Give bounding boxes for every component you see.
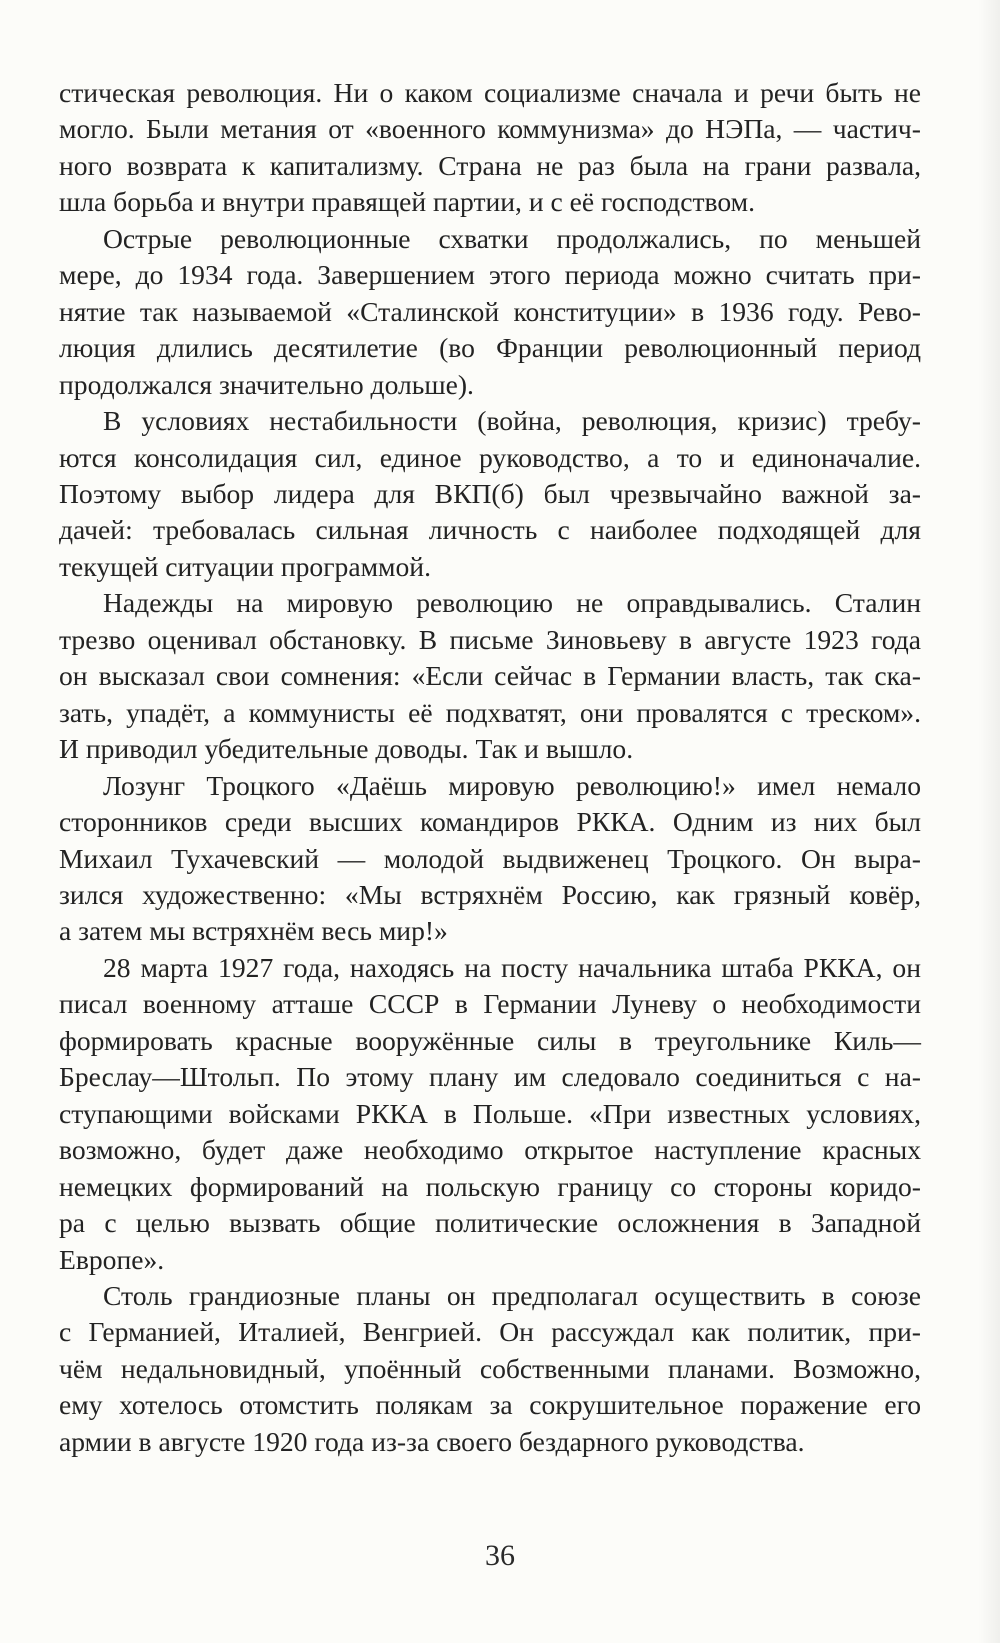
text-line: ются консолидация сил, единое руководство, а то и единоначалие. <box>59 441 921 473</box>
paragraph <box>59 221 921 403</box>
text-line: Бреслау—Штольп. По этому плану им следовало соединиться с на- <box>59 1061 921 1093</box>
text-line: люция длились десятилетие (во Франции революционный период <box>59 332 921 364</box>
text-line: ему хотелось отомстить полякам за сокрушительное поражение его <box>59 1389 921 1421</box>
text-line: Поэтому выбор лидера для ВКП(б) был чрезвычайно важной за- <box>59 477 921 509</box>
text-line: трезво оценивал обстановку. В письме Зиновьеву в августе 1923 года <box>59 623 921 655</box>
text-line: Европе». <box>59 1243 165 1275</box>
text-line: могло. Были метания от «военного коммунизма» до НЭПа, — частич- <box>59 113 921 145</box>
page-edge-shadow <box>978 0 1000 1643</box>
body-text <box>59 75 921 1460</box>
text-line: нятие так называемой «Сталинской конституции» в 1936 году. Рево- <box>59 295 921 327</box>
paragraph <box>59 75 921 221</box>
text-line: Михаил Тухачевский — молодой выдвиженец Троцкого. Он выра- <box>59 842 921 874</box>
text-line: продолжался значительно дольше). <box>59 368 474 400</box>
text-line: дачей: требовалась сильная личность с наиболее подходящей для <box>59 514 921 546</box>
text-line: В условиях нестабильности (война, революция, кризис) требу- <box>103 405 921 437</box>
paragraph <box>59 1278 921 1460</box>
text-line: немецких формирований на польскую границу со стороны коридо- <box>59 1170 921 1202</box>
text-line: ступающими войсками РККА в Польше. «При известных условиях, <box>59 1097 921 1129</box>
page-number: 36 <box>485 1539 515 1572</box>
text-line: И приводил убедительные доводы. Так и вышло. <box>59 733 634 765</box>
text-line: текущей ситуации программой. <box>59 550 431 582</box>
text-line: Столь грандиозные планы он предполагал осуществить в союзе <box>103 1279 921 1311</box>
text-line: с Германией, Италией, Венгрией. Он рассуждал как политик, при- <box>59 1316 921 1348</box>
text-line: он высказал свои сомнения: «Если сейчас в Германии власть, так ска- <box>59 660 921 692</box>
paragraph <box>59 768 921 950</box>
text-line: ра с целью вызвать общие политические осложнения в Западной <box>59 1207 921 1239</box>
text-line: стическая революция. Ни о каком социализме сначала и речи быть не <box>59 77 921 108</box>
text-line: а затем мы встряхнём весь мир!» <box>59 915 448 947</box>
text-line: армии в августе 1920 года из-за своего бездарного руководства. <box>59 1425 805 1457</box>
text-line: зать, упадёт, а коммунисты её подхватят, они провалятся с треском». <box>59 696 921 728</box>
paragraph <box>59 950 921 1278</box>
text-line: 28 марта 1927 года, находясь на посту начальника штаба РККА, он <box>103 951 921 983</box>
text-line: Острые революционные схватки продолжались, по меньшей <box>103 222 921 254</box>
text-line: зился художественно: «Мы встряхнём Россию, как грязный ковёр, <box>59 878 921 910</box>
text-line: ного возврата к капитализму. Страна не раз была на грани развала, <box>59 149 921 181</box>
text-line: возможно, будет даже необходимо открытое наступление красных <box>59 1134 921 1166</box>
paragraph <box>59 403 921 585</box>
text-line: формировать красные вооружённые силы в треугольнике Киль— <box>59 1024 921 1056</box>
text-line: Лозунг Троцкого «Даёшь мировую революцию!» имел немало <box>103 769 921 801</box>
text-line: писал военному атташе СССР в Германии Луневу о необходимости <box>59 988 921 1020</box>
text-line: мере, до 1934 года. Завершением этого периода можно считать при- <box>59 259 921 291</box>
text-line: сторонников среди высших командиров РККА. Одним из них был <box>59 806 921 838</box>
text-line: чём недальновидный, упоённый собственными планами. Возможно, <box>59 1352 921 1384</box>
text-line: шла борьба и внутри правящей партии, и с её господством. <box>59 186 756 218</box>
text-line: Надежды на мировую революцию не оправдывались. Сталин <box>103 587 921 619</box>
paragraph <box>59 585 921 767</box>
